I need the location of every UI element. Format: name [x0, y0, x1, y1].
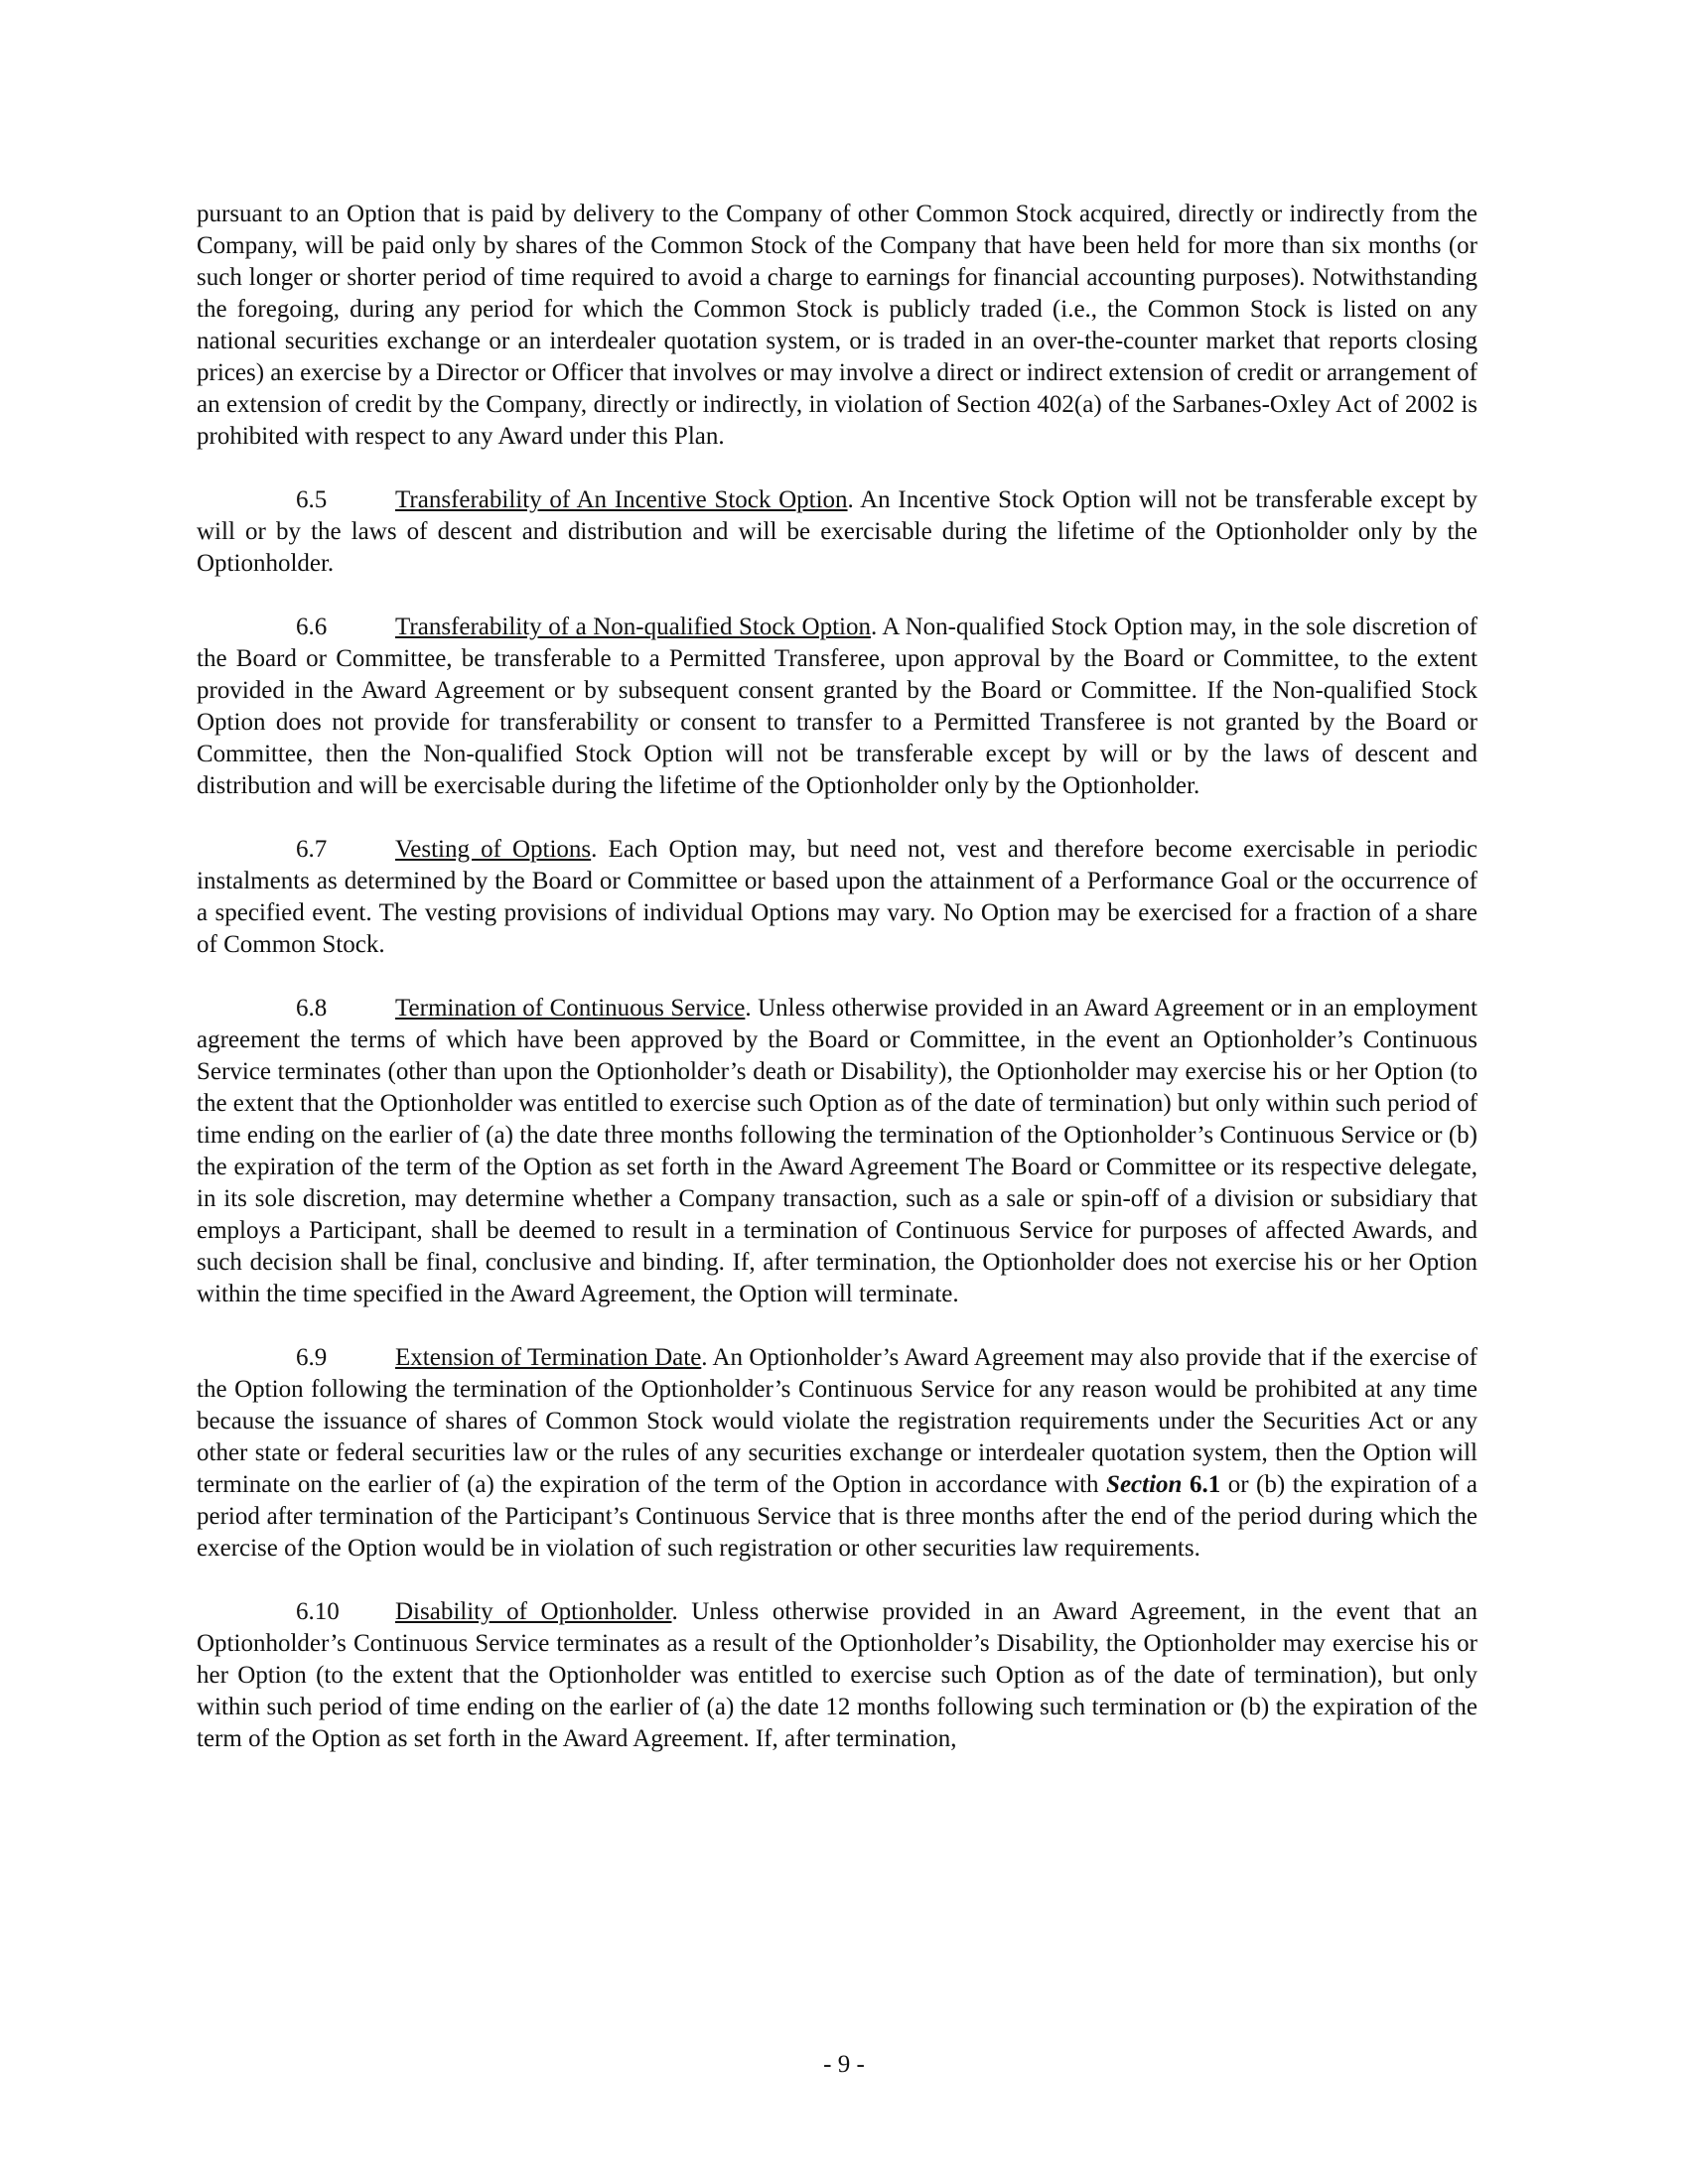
- section-number: 6.9: [296, 1344, 328, 1371]
- paragraph-continuation: [197, 199, 1477, 453]
- section-number: 6.7: [296, 836, 328, 863]
- section-6-6: [197, 612, 1477, 802]
- section-6-10: [197, 1596, 1477, 1755]
- section-6-7: [197, 834, 1477, 961]
- section-text: . Unless otherwise provided in an Award Agreement or in an employment agreement the terms of which have been approved by the Board or Committee, in the event an Optionholder’s Continuous Service terminates (other than upon the Optionholder’s death or Disability), the Optionholder may exercise his or her Option (to the extent that the Optionholder was entitled to exercise such Option as of the date of termination) but only within such period of time ending on the earlier of (a) the date three months following the termination of the Optionholder’s Continuous Service or (b) the expiration of the term of the Option as set forth in the Award Agreement The Board or Committee or its respective delegate, in its sole discretion, may determine whether a Company transaction, such as a sale or spin-off of a division or subsidiary that employs a Participant, shall be deemed to result in a termination of Continuous Service for purposes of affected Awards, and such decision shall be final, conclusive and binding. If, after termination, the Optionholder does not exercise his or her Option within the time specified in the Award Agreement, the Option will terminate.: [197, 995, 1477, 1307]
- section-reference-number: 6.1: [1189, 1471, 1221, 1498]
- paragraph-text: pursuant to an Option that is paid by delivery to the Company of other Common Stock acquired, directly or indirectly from the Company, will be paid only by shares of the Common Stock of the Company that have been held for more than six months (or such longer or shorter period of time required to avoid a charge to earnings for financial accounting purposes). Notwithstanding the foregoing, during any period for which the Common Stock is publicly traded (i.e., the Common Stock is listed on any national securities exchange or an interdealer quotation system, or is traded in an over-the-counter market that reports closing prices) an exercise by a Director or Officer that involves or may involve a direct or indirect extension of credit or arrangement of an extension of credit by the Company, directly or indirectly, in violation of Section 402(a) of the Sarbanes-Oxley Act of 2002 is prohibited with respect to any Award under this Plan.: [197, 201, 1477, 450]
- section-text: . Each Option may, but need not, vest and therefore become exercisable in periodic instalments as determined by the Board or Committee or based upon the attainment of a Performance Goal or the occurrence of a specified event. The vesting provisions of individual Options may vary. No Option may be exercised for a fraction of a share of Common Stock.: [197, 836, 1477, 958]
- section-6-5: [197, 484, 1477, 580]
- section-6-8: [197, 993, 1477, 1310]
- section-number: 6.8: [296, 995, 328, 1022]
- section-6-9: [197, 1342, 1477, 1565]
- document-page: [197, 199, 1477, 1787]
- section-heading: Extension of Termination Date: [395, 1344, 702, 1371]
- page-number: - 9 -: [823, 2051, 865, 2078]
- section-heading: Vesting of Options: [395, 836, 592, 863]
- section-heading: Termination of Continuous Service: [395, 995, 746, 1022]
- section-text-before: . An Optionholder’s Award Agreement may also provide that if the exercise of the Option following the termination of the Optionholder’s Continuous Service for any reason would be prohibited at any time because the issuance of shares of Common Stock would violate the registration requirements under the Securities Act or any other state or federal securities law or the rules of any securities exchange or interdealer quotation system, then the Option will terminate on the earlier of (a) the expiration of the term of the Option in accordance with: [197, 1344, 1477, 1498]
- section-text: . Unless otherwise provided in an Award Agreement, in the event that an Optionholder’s Continuous Service terminates as a result of the Optionholder’s Disability, the Optionholder may exercise his or her Option (to the extent that the Optionholder was entitled to exercise such Option as of the date of termination), but only within such period of time ending on the earlier of (a) the date 12 months following such termination or (b) the expiration of the term of the Option as set forth in the Award Agreement. If, after termination,: [197, 1598, 1478, 1752]
- section-text-after: or (b) the expiration of a period after termination of the Participant’s Continuous Service that is three months after the end of the period during which the exercise of the Option would be in violation of such registration or other securities law requirements.: [197, 1471, 1478, 1562]
- section-number: 6.10: [296, 1598, 340, 1625]
- section-heading: Disability of Optionholder: [395, 1598, 672, 1625]
- section-heading: Transferability of An Incentive Stock Option: [395, 486, 848, 513]
- section-number: 6.6: [296, 614, 328, 640]
- section-text: . An Incentive Stock Option will not be transferable except by will or by the laws of descent and distribution and will be exercisable during the lifetime of the Optionholder only by the Optionholder.: [197, 486, 1477, 577]
- section-reference-word: Section: [1106, 1471, 1183, 1498]
- section-heading: Transferability of a Non-qualified Stock Option: [395, 614, 871, 640]
- section-number: 6.5: [296, 486, 328, 513]
- section-text: . A Non-qualified Stock Option may, in the sole discretion of the Board or Committee, be transferable to a Permitted Transferee, upon approval by the Board or Committee, to the extent provided in the Award Agreement or by subsequent consent granted by the Board or Committee. If the Non-qualified Stock Option does not provide for transferability or consent to transfer to a Permitted Transferee is not granted by the Board or Committee, then the Non-qualified Stock Option will not be transferable except by will or by the laws of descent and distribution and will be exercisable during the lifetime of the Optionholder only by the Optionholder.: [197, 614, 1478, 799]
